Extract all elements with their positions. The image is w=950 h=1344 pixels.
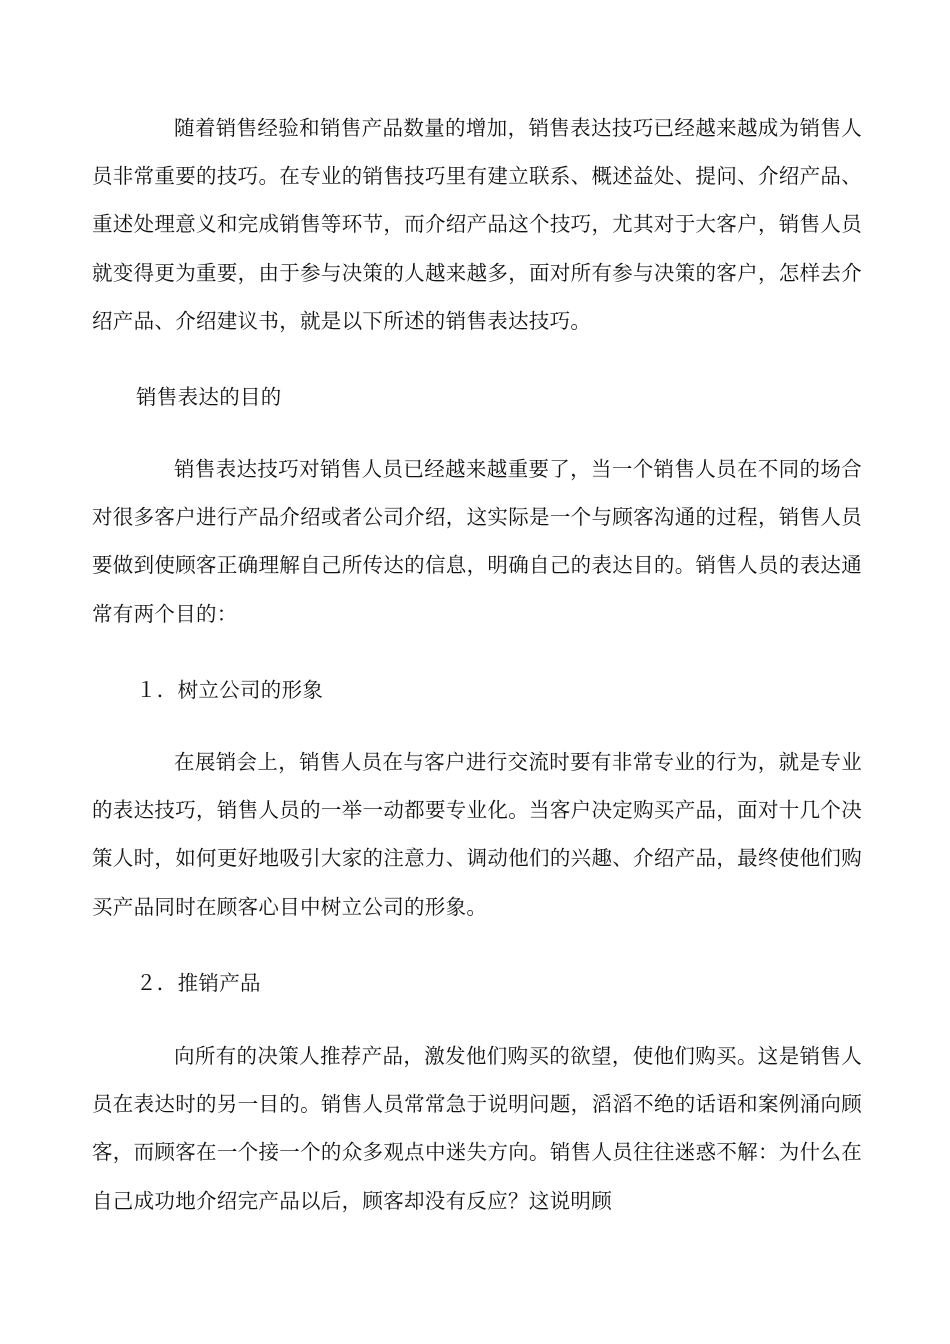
subheading-company-image: １．树立公司的形象 <box>136 678 324 702</box>
purpose-paragraph: 销售表达技巧对销售人员已经越来越重要了，当一个销售人员在不同的场合对很多客户进行产品介绍或者公司介绍，这实际是一个与顾客沟通的过程，销售人员要做到使顾客正确理解自己所传达的信息，明确自己的表达目的。销售人员的表达通常有两个目的： <box>92 457 862 626</box>
product-promotion-paragraph: 向所有的决策人推荐产品，激发他们购买的欲望，使他们购买。这是销售人员在表达时的另一目的。销售人员常常急于说明问题，滔滔不绝的话语和案例涌向顾客，而顾客在一个接一个的众多观点中迷失方向。销售人员往往迷惑不解：为什么在自己成功地介绍完产品以后，顾客却没有反应？这说明顾 <box>92 1044 862 1213</box>
subheading-product-promotion: ２．推销产品 <box>136 971 261 995</box>
intro-paragraph: 随着销售经验和销售产品数量的增加，销售表达技巧已经越来越成为销售人员非常重要的技巧。在专业的销售技巧里有建立联系、概述益处、提问、介绍产品、重述处理意义和完成销售等环节，而介绍产品这个技巧，尤其对于大客户，销售人员就变得更为重要，由于参与决策的人越来越多，面对所有参与决策的客户，怎样去介绍产品、介绍建议书，就是以下所述的销售表达技巧。 <box>92 116 862 333</box>
company-image-paragraph: 在展销会上，销售人员在与客户进行交流时要有非常专业的行为，就是专业的表达技巧，销售人员的一举一动都要专业化。当客户决定购买产品，面对十几个决策人时，如何更好地吸引大家的注意力、调动他们的兴趣、介绍产品，最终使他们购买产品同时在顾客心目中树立公司的形象。 <box>92 750 862 919</box>
section-heading-purpose: 销售表达的目的 <box>136 385 282 409</box>
